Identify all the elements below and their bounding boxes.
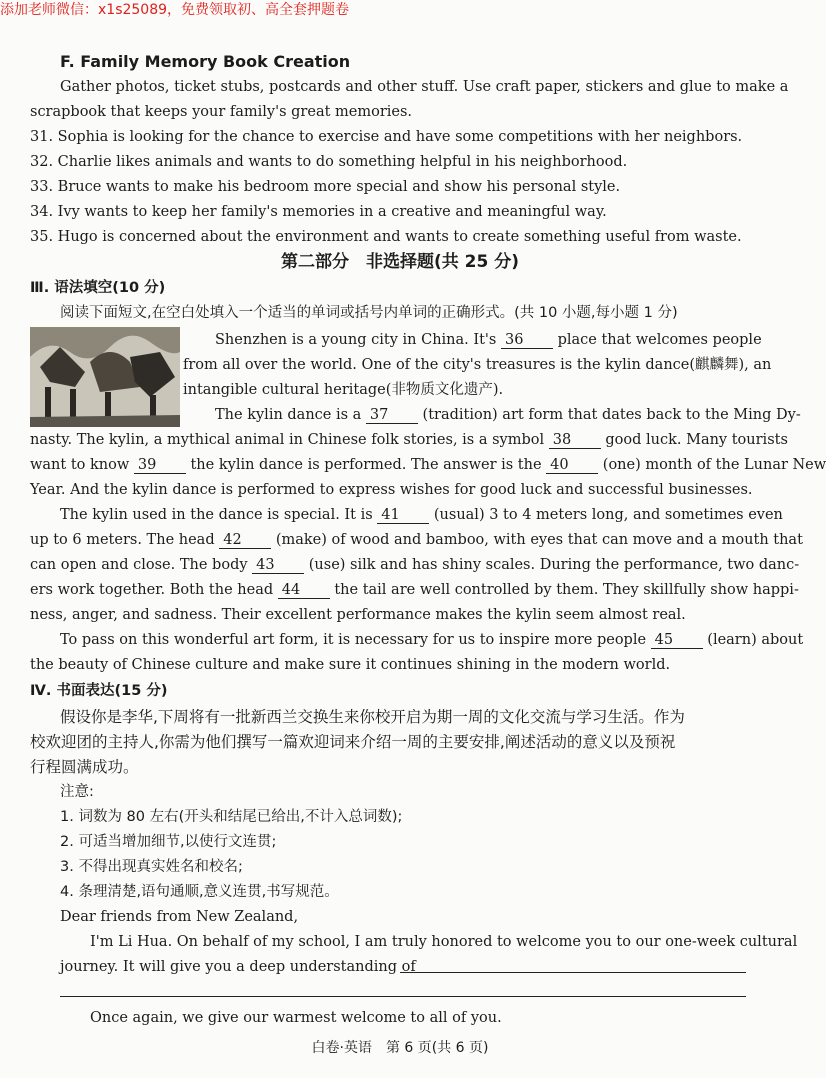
notes-title: 注意: — [60, 784, 94, 800]
section3-instruction: 阅读下面短文,在空白处填入一个适当的单词或括号内单词的正确形式。(共 10 小题,每小题 1 分) — [60, 305, 678, 321]
blank-39[interactable]: 39 — [134, 457, 186, 474]
note-2: 2. 可适当增加细节,以使行文连贯; — [60, 834, 277, 850]
blank-41[interactable]: 41 — [377, 507, 429, 524]
p4-line1: To pass on this wonderful art form, it is necessary for us to inspire more people 45 (learn) about — [60, 632, 804, 648]
part2-title: 第二部分 非选择题(共 25 分) — [280, 252, 520, 272]
watermark-text: 添加老师微信：x1s25089，免费领取初、高全套押题卷 — [0, 2, 350, 18]
blank-40[interactable]: 40 — [546, 457, 598, 474]
question-31: 31. Sophia is looking for the chance to exercise and have some competitions with her neighbors. — [30, 129, 743, 145]
p3-line2: up to 6 meters. The head 42 (make) of wood and bamboo, with eyes that can move and a mouth that — [30, 532, 803, 548]
question-34: 34. Ivy wants to keep her family's memories in a creative and meaningful way. — [30, 204, 607, 220]
blank-37[interactable]: 37 — [366, 407, 418, 424]
blank-38[interactable]: 38 — [549, 432, 601, 449]
prompt-line3: 行程圆满成功。 — [30, 758, 139, 776]
p2-line1: The kylin dance is a 37 (tradition) art form that dates back to the Ming Dy- — [215, 407, 801, 423]
blank-36[interactable]: 36 — [501, 332, 553, 349]
note-1: 1. 词数为 80 左右(开头和结尾已给出,不计入总词数); — [60, 809, 403, 825]
p3-line1: The kylin used in the dance is special. It is 41 (usual) 3 to 4 meters long, and sometimes even — [60, 507, 783, 523]
p3-line5: ness, anger, and sadness. Their excellent performance makes the kylin seem almost real. — [30, 607, 686, 623]
page-footer: 白卷·英语 第 6 页(共 6 页) — [311, 1040, 489, 1056]
answer-line-2[interactable] — [60, 996, 746, 997]
p2-line4: Year. And the kylin dance is performed to express wishes for good luck and successful businesses. — [30, 482, 753, 498]
question-32: 32. Charlie likes animals and wants to do something helpful in his neighborhood. — [30, 154, 628, 170]
section-f-title: F. Family Memory Book Creation — [60, 52, 351, 71]
section-f-desc-2: scrapbook that keeps your family's great memories. — [30, 104, 413, 120]
blank-45[interactable]: 45 — [651, 632, 703, 649]
letter-closing: Once again, we give our warmest welcome to all of you. — [90, 1010, 502, 1026]
p4-line2: the beauty of Chinese culture and make sure it continues shining in the modern world. — [30, 657, 671, 673]
kylin-dance-photo — [30, 327, 180, 427]
blank-44[interactable]: 44 — [278, 582, 330, 599]
p1-line3: intangible cultural heritage(非物质文化遗产). — [183, 382, 504, 398]
p3-line3: can open and close. The body 43 (use) silk and has shiny scales. During the performance, two danc- — [30, 557, 800, 573]
note-4: 4. 条理清楚,语句通顺,意义连贯,书写规范。 — [60, 884, 339, 900]
blank-43[interactable]: 43 — [252, 557, 304, 574]
section-f-desc-1: Gather photos, ticket stubs, postcards and other stuff. Use craft paper, stickers and glue to make a — [60, 79, 789, 95]
p1-line1: Shenzhen is a young city in China. It's 36 place that welcomes people — [215, 332, 762, 348]
letter-start-2: journey. It will give you a deep understanding of — [60, 959, 416, 975]
question-35: 35. Hugo is concerned about the environment and wants to create something useful from waste. — [30, 229, 742, 245]
p3-line4: ers work together. Both the head 44 the tail are well controlled by them. They skillfully show happi- — [30, 582, 799, 598]
p1-line2: from all over the world. One of the city's treasures is the kylin dance(麒麟舞), an — [183, 357, 772, 373]
note-3: 3. 不得出现真实姓名和校名; — [60, 859, 243, 875]
p2-line3: want to know 39 the kylin dance is performed. The answer is the 40 (one) month of the Lunar New — [30, 457, 826, 473]
prompt-line1: 假设你是李华,下周将有一批新西兰交换生来你校开启为期一周的文化交流与学习生活。作为 — [60, 708, 685, 726]
section3-heading: Ⅲ. 语法填空(10 分) — [30, 280, 166, 296]
p2-line2: nasty. The kylin, a mythical animal in Chinese folk stories, is a symbol 38 good luck. Many tourists — [30, 432, 788, 448]
section4-heading: Ⅳ. 书面表达(15 分) — [30, 683, 168, 699]
letter-start-1: I'm Li Hua. On behalf of my school, I am truly honored to welcome you to our one-week cultural — [90, 934, 798, 950]
answer-line-1[interactable] — [400, 972, 746, 973]
letter-greeting: Dear friends from New Zealand, — [60, 909, 299, 925]
blank-42[interactable]: 42 — [219, 532, 271, 549]
question-33: 33. Bruce wants to make his bedroom more special and show his personal style. — [30, 179, 621, 195]
prompt-line2: 校欢迎团的主持人,你需为他们撰写一篇欢迎词来介绍一周的主要安排,阐述活动的意义以及预祝 — [30, 733, 676, 751]
